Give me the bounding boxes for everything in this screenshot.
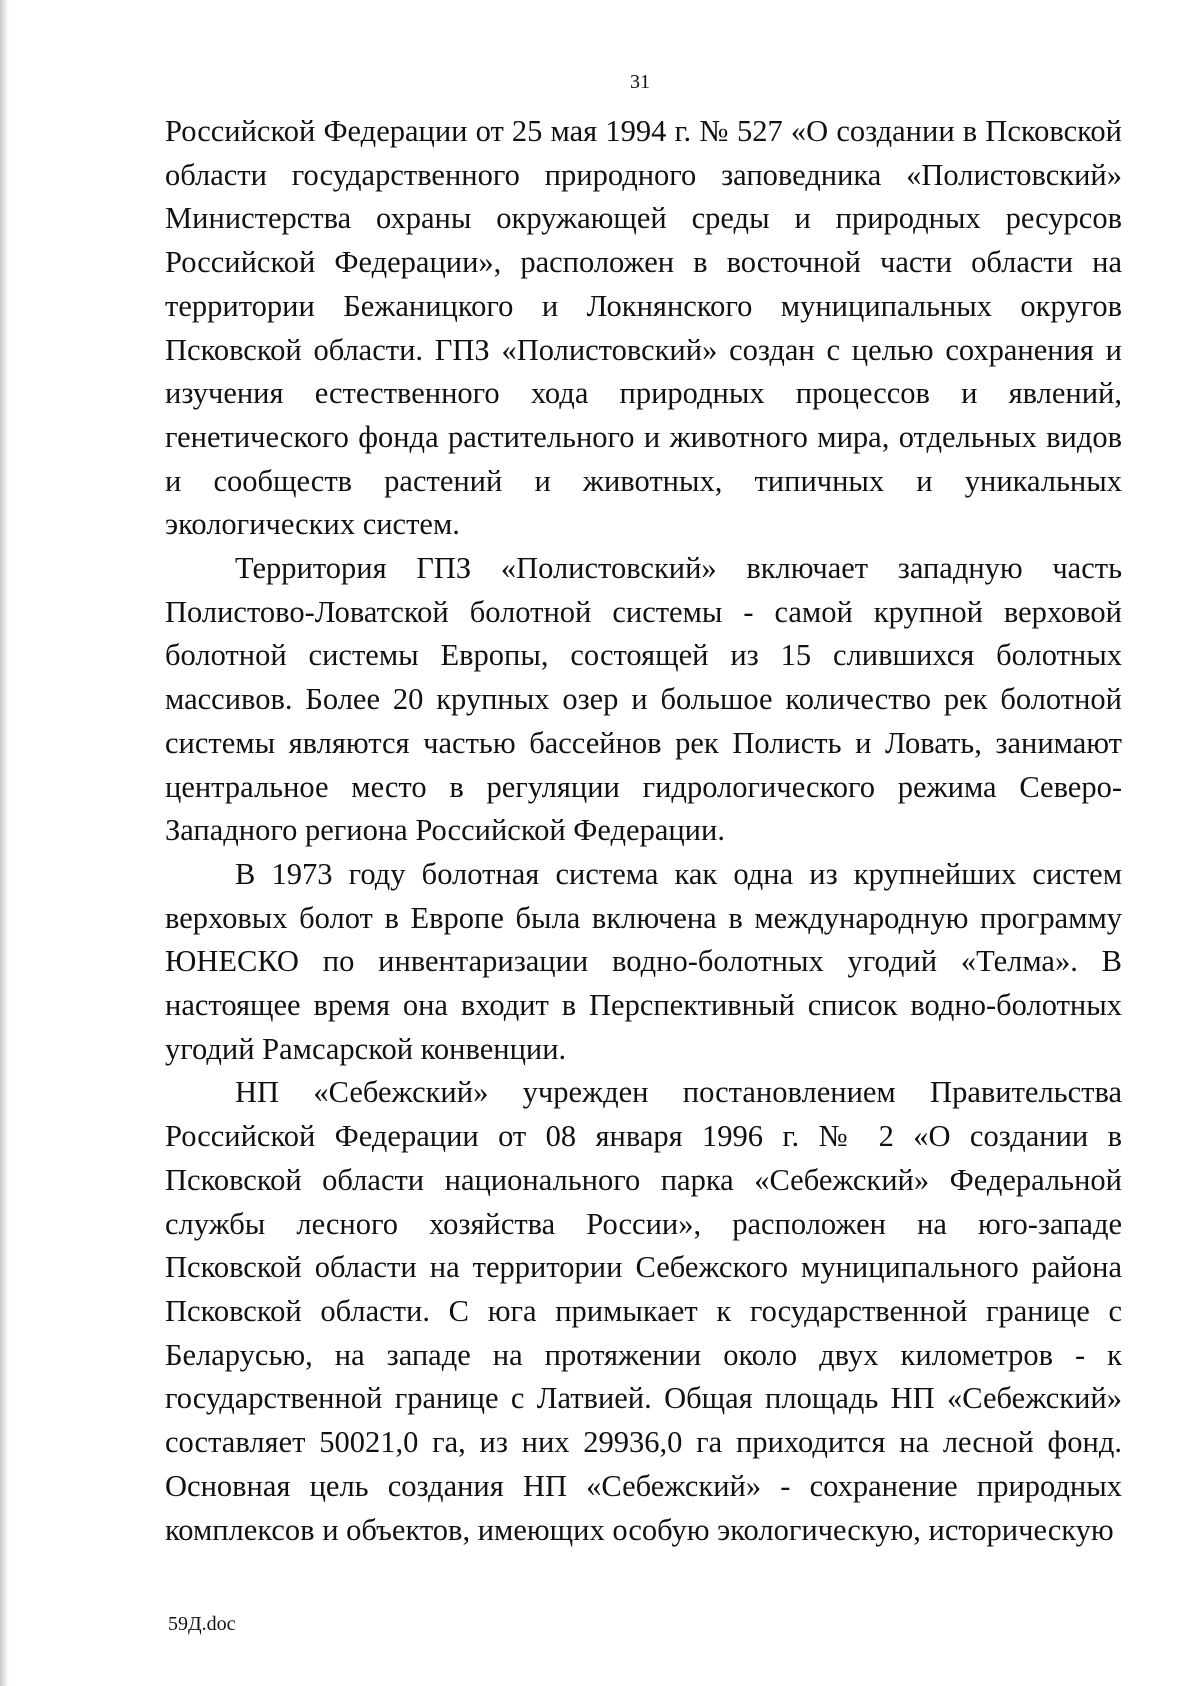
footer-filename: 59Д.doc [168,1613,236,1635]
scan-edge [0,0,9,1686]
paragraph-polistovsky-territory: Территория ГПЗ «Полистовский» включает западную часть Полистово-Ловатской болотной системы - самой крупной верховой болотной системы Европы, состоящей из 15 слившихся болотных массивов. Более 20 крупных озер и большое количество рек болотной системы являются частью бассейнов рек Полисть и Ловать, занимают центральное место в регуляции гидрологического режима Северо-Западного региона Российской Федерации. [165,551,1122,848]
paragraph-unesco-telma: В 1973 году болотная система как одна из крупнейших систем верховых болот в Европе была включена в международную программу ЮНЕСКО по инвентаризации водно-болотных угодий «Телма». В настоящее время она входит в Перспективный список водно-болотных угодий Рамсарской конвенции. [165,856,1122,1066]
paragraph-sebezhsky-park: НП «Себежский» учрежден постановлением Правительства Российской Федерации от 08 января 1996 г. № 2 «О создании в Псковской области национального парка «Себежский» Федеральной службы лесного хозяйства России», расположен на юго-западе Псковской области на территории Себежского муниципального района Псковской области. С юга примыкает к государственной границе с Беларусью, на западе на протяжении около двух километров - к государственной границе с Латвией. Общая площадь НП «Себежский» составляет 50021,0 га, из них 29936,0 га приходится на лесной фонд. Основная цель создания НП «Себежский» - сохранение природных комплексов и объектов, имеющих особую экологическую, историческую [165,1075,1122,1547]
document-body [165,110,1122,1552]
paragraph-continued: Российской Федерации от 25 мая 1994 г. № 527 «О создании в Псковской области государственного природного заповедника «Полистовский» Министерства охраны окружающей среды и природных ресурсов Российской Федерации», расположен в восточной части области на территории Бежаницкого и Локнянского муниципальных округов Псковской области. ГПЗ «Полистовский» создан с целью сохранения и изучения естественного хода природных процессов и явлений, генетического фонда растительного и животного мира, отдельных видов и сообществ растений и животных, типичных и уникальных экологических систем. [165,114,1122,542]
page-number: 31 [630,71,650,93]
